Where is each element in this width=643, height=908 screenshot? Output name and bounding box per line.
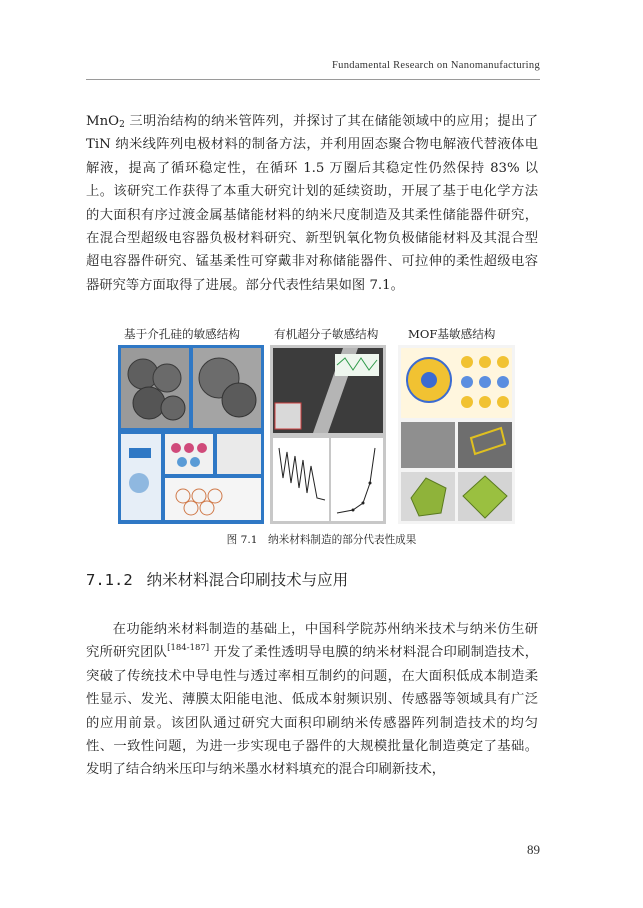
panel-title-mof: MOF基敏感结构	[408, 327, 496, 341]
paragraph-2-text-after: 开发了柔性透明导电膜的纳米材料混合印刷制造技术，突破了传统技术中导电性与透过率相互制约的问题，在大面积低成本制造柔性显示、发光、薄膜太阳能电池、低成本射频识别、传感器等领域具有广泛的应用前景。该团队通过研究大面积印刷纳米传感器阵列制造技术的均匀性、一致性问题，为进一步实现电子器件的大规模批量化制造奠定了基础。发明了结合纳米压印与纳米墨水材料填充的混合印刷新技术，	[86, 645, 539, 778]
paragraph-1-text: 三明治结构的纳米管阵列，并探讨了其在储能领域中的应用；提出了 TiN 纳米线阵列电极材料的制备方法，并利用固态聚合物电解液代替液体电解液，提高了循环稳定性，在循环 1.5 万圈后其稳定性仍然保持 83% 以上。该研究工作获得了本重大研究计划的延续资助，开展了基于电化学方法的大面积有序过渡金属基储能材料的纳米尺度制造及其柔性储能器件研究，在混合型超级电容器负极材料研究、新型钒氧化物负极储能材料及其混合型超电容器件研究、锰基柔性可穿戴非对称储能器件、可拉伸的柔性超级电容器研究等方面取得了进展。部分代表性结果如图 7.1。	[86, 114, 538, 293]
figure-caption: 图 7.1 纳米材料制造的部分代表性成果	[226, 534, 417, 546]
mof-image	[401, 348, 512, 521]
figure-7-1	[118, 326, 515, 524]
citation: [184-187]	[167, 643, 210, 654]
body-paragraph-2	[86, 618, 538, 782]
page-number: 89	[527, 842, 540, 857]
panel-title-supramolecular: 有机超分子敏感结构	[274, 327, 379, 341]
panel-title-mesoporous-silica: 基于介孔硅的敏感结构	[124, 327, 240, 341]
section-title: 纳米材料混合印刷技术与应用	[146, 571, 349, 589]
body-paragraph-1	[86, 110, 538, 297]
header-divider	[86, 79, 540, 80]
supramolecular-image	[273, 348, 383, 521]
mesoporous-silica-image	[121, 348, 261, 521]
running-header: Fundamental Research on Nanomanufacturing	[332, 60, 540, 71]
panel-mesoporous-silica	[118, 345, 264, 524]
section-heading	[86, 568, 348, 590]
section-number: 7.1.2	[86, 571, 133, 589]
panel-mof	[398, 345, 515, 524]
mno2-formula: MnO$_2$	[86, 114, 125, 130]
panel-supramolecular	[270, 345, 386, 524]
paragraph-2-text-before: 在功能纳米材料制造的基础上，中国科学院苏州纳米技术与纳米仿生研究所研究团队	[86, 622, 538, 661]
